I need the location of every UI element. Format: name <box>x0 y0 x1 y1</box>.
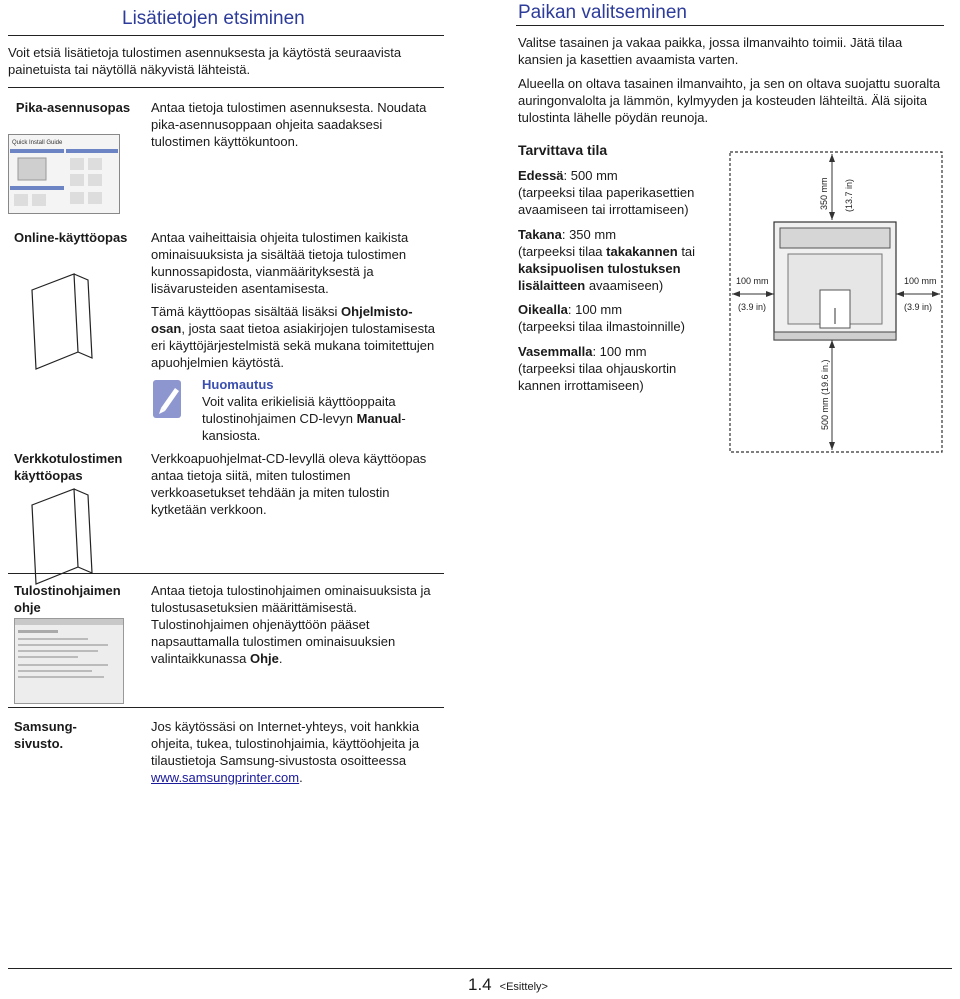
thumb-title: Quick Install Guide <box>12 140 63 146</box>
row-text-online-guide <box>151 229 441 371</box>
right-note: (tarpeeksi tilaa ilmastoinnille) <box>518 319 685 334</box>
back-cover-name: takakannen <box>606 244 678 259</box>
software-section-name: Ohjelmisto-osan <box>151 304 413 336</box>
right-value: : 100 mm <box>567 302 623 317</box>
printer-top-view <box>774 222 896 340</box>
back-note-mid: tai <box>677 244 696 259</box>
row-label-network-guide: Verkkotulostimen käyttöopas <box>14 451 123 483</box>
left-label: Vasemmalla <box>518 344 593 359</box>
footer-rule <box>8 968 952 969</box>
row-text-driver-help <box>151 582 441 667</box>
row-label-quick-install: Pika-asennusopas <box>15 100 131 115</box>
footer <box>468 975 548 995</box>
placement-para-2: Alueella on oltava tasainen ilmanvaihto, ja sen on oltava suojattu suoralta auringonvalolta ja lämmön, kylmyyden ja kosteuden lähteiltä. Älä sijoita tulostinta lähelle pöydän reunoja. <box>518 76 941 125</box>
page-number: 1.4 <box>468 975 492 994</box>
top-dimension-in: (13.7 in) <box>844 178 854 212</box>
website-text-pre: Jos käytössäsi on Internet-yhteys, voit hankkia ohjeita, tukea, tulostinohjaimia, käyttöohjeita ja tilaustietoja Samsung-sivustosta osoitteessa <box>151 719 420 768</box>
manual-folder-name: Manual <box>356 411 402 426</box>
row-label-online-guide: Online-käyttöopas <box>14 230 128 245</box>
divider <box>8 707 444 708</box>
left-note: (tarpeeksi tilaa ohjauskortin kannen irrottamiseen) <box>518 361 677 393</box>
row-label-website: Samsung-sivusto. <box>14 719 77 751</box>
back-note-post: avaamiseen) <box>585 278 664 293</box>
software-text-post: , josta saat tietoa asiakirjojen tulostamisesta eri käyttöjärjestelmistä sekä mukana toimitettujen apuohjelmien käytöstä. <box>151 321 435 370</box>
title-rule-right <box>516 25 944 26</box>
row-text-quick-install: Antaa tietoja tulostimen asennuksesta. Noudata pika-asennusoppaan ohjeita saadaksesi tulostimen käyttökuntoon. <box>151 100 427 149</box>
top-dimension-mm: 350 mm <box>819 177 829 210</box>
space-left <box>518 343 718 394</box>
clearance-diagram <box>728 150 944 454</box>
driver-help-text-post: . <box>278 651 283 666</box>
right-label: Oikealla <box>518 302 568 317</box>
help-button-name: Ohje <box>250 651 279 666</box>
note-box <box>202 376 432 444</box>
website-text-post: . <box>299 770 303 785</box>
online-guide-desc: Antaa vaiheittaisia ohjeita tulostimen kaikista ominaisuuksista ja sisältää tietoja tulostimen kunnossapidosta, vianmäärityksestä ja lisävarusteiden asentamisesta. <box>151 230 409 296</box>
note-title: Huomautus <box>202 377 274 392</box>
space-back <box>518 226 718 294</box>
row-text-website <box>151 718 441 786</box>
space-right <box>518 301 718 335</box>
booklet-icon <box>30 487 110 587</box>
row-label-driver-help: Tulostinohjaimen ohje <box>14 583 121 615</box>
left-value: : 100 mm <box>592 344 647 359</box>
note-text <box>202 393 432 444</box>
online-guide-software-desc <box>151 303 441 371</box>
divider <box>8 573 444 574</box>
driver-help-window-thumbnail <box>14 618 124 704</box>
section-title-left: Lisätietojen etsiminen <box>122 8 305 29</box>
front-note: (tarpeeksi tilaa paperikasettien avaamiseen tai irrottamiseen) <box>518 185 695 217</box>
right-dimension-in: (3.9 in) <box>904 302 933 312</box>
driver-help-text-pre: Antaa tietoja tulostinohjaimen ominaisuuksista ja tulostusasetuksien määrittämisestä. Tulostinohjaimen ohjenäyttöön pääset napsauttamalla tulostimen ominaisuuksien valintaikkunassa <box>151 583 431 666</box>
note-text-post: -kansiosta. <box>202 411 406 443</box>
back-value: : 350 mm <box>561 227 617 242</box>
required-space-heading: Tarvittava tila <box>518 142 608 158</box>
section-name: <Esittely> <box>499 981 548 993</box>
bottom-dimension-label: 500 mm (19.6 in.) <box>820 359 830 430</box>
note-icon <box>151 378 187 422</box>
back-label: Takana <box>518 227 562 242</box>
left-dimension-mm: 100 mm <box>736 276 769 286</box>
quick-install-guide-thumbnail <box>8 134 120 214</box>
placement-para-1: Valitse tasainen ja vakaa paikka, jossa ilmanvaihto toimii. Jätä tilaa kansien ja kasettien avaamista varten. <box>518 35 903 67</box>
divider <box>8 87 444 88</box>
front-label: Edessä <box>518 168 564 183</box>
back-note-pre: (tarpeeksi tilaa <box>518 244 607 259</box>
software-text-pre: Tämä käyttöopas sisältää lisäksi <box>151 304 342 319</box>
row-text-network-guide: Verkkoapuohjelmat-CD-levyllä oleva käyttöopas antaa tietoja siitä, miten tulostimen verkkoasetukset tehdään ja miten tulostin kytketään verkkoon. <box>151 451 427 517</box>
booklet-icon <box>30 272 110 372</box>
samsung-website-link[interactable]: www.samsungprinter.com <box>151 770 300 785</box>
intro-text: Voit etsiä lisätietoja tulostimen asennuksesta ja käytöstä seuraavista painetuista tai näytöllä näkyvistä lähteistä. <box>8 45 402 77</box>
left-dimension-in: (3.9 in) <box>738 302 767 312</box>
section-title-right: Paikan valitseminen <box>518 2 687 23</box>
duplex-unit-name: kaksipuolisen tulostuksen lisälaitteen <box>518 261 681 293</box>
front-value: : 500 mm <box>563 168 618 183</box>
right-dimension-mm: 100 mm <box>904 276 937 286</box>
title-rule-left <box>8 35 444 36</box>
note-text-pre: Voit valita erikielisiä käyttöoppaita tulostinohjaimen CD-levyn <box>202 394 396 426</box>
space-front <box>518 167 718 218</box>
